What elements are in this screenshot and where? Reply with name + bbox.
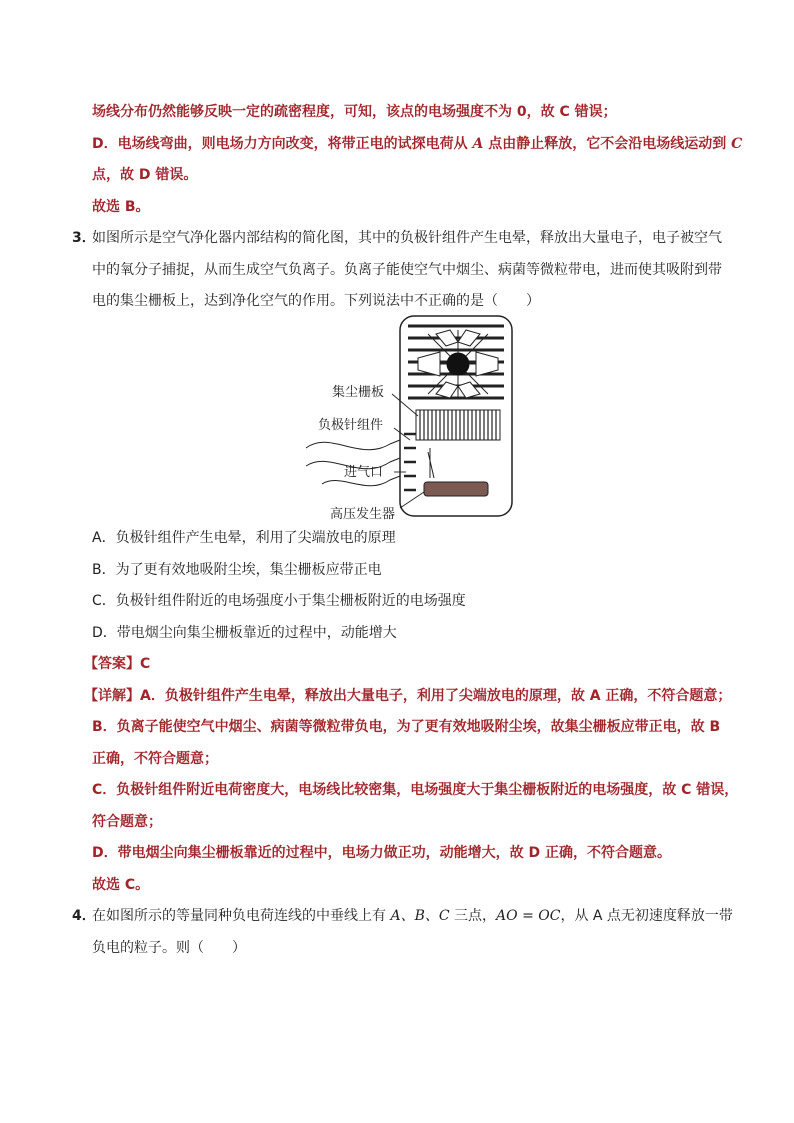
q3-option-a: A．负极针组件产生电晕，利用了尖端放电的原理 <box>92 530 396 546</box>
fan-icon <box>418 330 498 398</box>
q3-detail-b-1: B．负离子能使空气中烟尘、病菌等微粒带负电，为了更有效地吸附尘埃，故集尘栅板应带正电，故 B <box>92 719 721 735</box>
q3-stem-line-3: 电的集尘栅板上，达到净化空气的作用。下列说法中不正确的是（ ） <box>92 293 540 309</box>
needle-assembly <box>416 410 500 440</box>
q3-number: 3． <box>72 230 96 246</box>
q3-detail-c-1: C．负极针组件附近电荷密度大，电场线比较密集，电场强度大于集尘栅板附近的电场强度，故 C 错误， <box>92 782 739 798</box>
q4-stem-line-1: 在如图所示的等量同种负电荷连线的中垂线上有 A、B、C 三点，AO = OC，从 A 点无初速度释放一带 <box>92 908 733 924</box>
q3-detail-b-2: 正确，不符合题意； <box>92 751 218 767</box>
label-needle: 负极针组件 <box>318 418 384 433</box>
q3-option-b: B．为了更有效地吸附尘埃，集尘栅板应带正电 <box>92 562 382 578</box>
q3-stem-line-2: 中的氧分子捕捉，从而生成空气负离子。负离子能使空气中烟尘、病菌等微粒带电，进而使其吸附到带 <box>92 262 722 278</box>
q3-conclusion: 故选 C。 <box>92 877 150 893</box>
prev-answer-conclusion: 故选 B。 <box>92 199 150 215</box>
label-inlet: 进气口 <box>344 465 384 480</box>
inlet-slots <box>404 434 416 490</box>
hv-generator <box>424 482 488 496</box>
prev-answer-d-line-2: 点，故 D 错误。 <box>92 167 198 183</box>
q4-stem-line-2: 负电的粒子。则（ ） <box>92 940 246 956</box>
q3-option-d: D．带电烟尘向集尘栅板靠近的过程中，动能增大 <box>92 625 397 641</box>
q3-answer: 【答案】C <box>84 656 151 672</box>
air-purifier-diagram <box>300 312 520 527</box>
q4-number: 4． <box>72 908 96 924</box>
label-dust-plate: 集尘栅板 <box>332 385 385 400</box>
q3-detail-d: D．带电烟尘向集尘栅板靠近的过程中，电场力做正功，动能增大，故 D 正确，不符合题意。 <box>92 845 671 861</box>
label-generator: 高压发生器 <box>330 507 396 522</box>
q3-option-c: C．负极针组件附近的电场强度小于集尘栅板附近的电场强度 <box>92 593 466 609</box>
prev-answer-d-line-1: D．电场线弯曲，则电场力方向改变，将带正电的试探电荷从 A 点由静止释放，它不会沿电场线运动到 C <box>92 136 743 152</box>
q3-detail-c-2: 符合题意； <box>92 814 162 830</box>
q3-stem-line-1: 如图所示是空气净化器内部结构的简化图，其中的负极针组件产生电晕，释放出大量电子，电子被空气 <box>92 230 722 246</box>
q3-detail-a: 【详解】A．负极针组件产生电晕，释放出大量电子，利用了尖端放电的原理，故 A 正确，不符合题意； <box>84 688 732 704</box>
prev-answer-line-1: 场线分布仍然能够反映一定的疏密程度，可知，该点的电场强度不为 0，故 C 错误； <box>92 104 617 120</box>
